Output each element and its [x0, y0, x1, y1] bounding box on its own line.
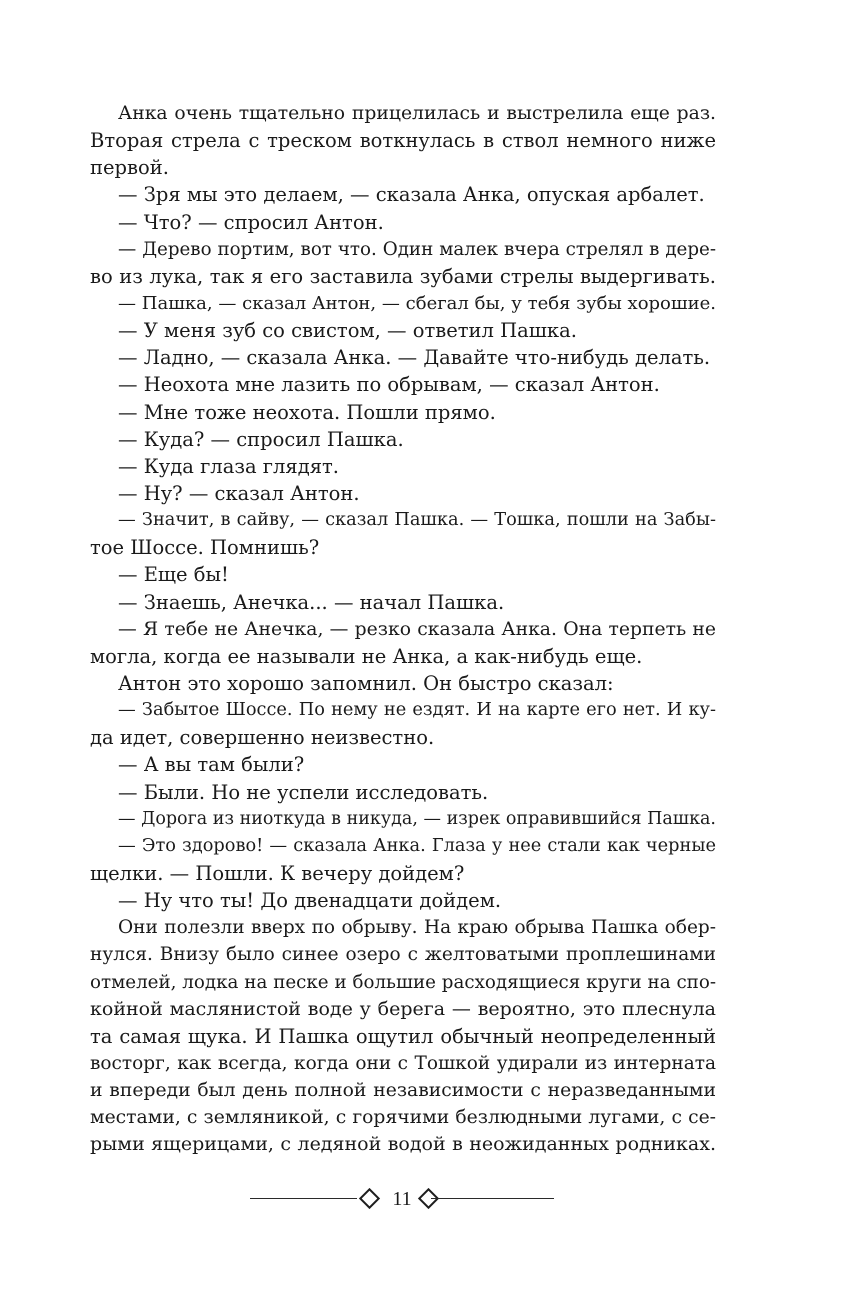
- text-line: Вторая стрела с треском воткнулась в ствол немного ниже: [90, 129, 716, 153]
- text-line: — Что? — спросил Антон.: [118, 210, 384, 234]
- text-line: нулся. Внизу было синее озеро с желтоватыми проплешинами: [90, 944, 716, 966]
- text-line: — У меня зуб со свистом, — ответил Пашка.: [118, 319, 577, 343]
- text-line: — Пашка, — сказал Антон, — сбегал бы, у тебя зубы хорошие.: [118, 292, 716, 314]
- text-line: Они полезли вверх по обрыву. На краю обрыва Пашка обер-: [118, 917, 716, 939]
- text-line: первой.: [90, 156, 169, 180]
- text-line: — Куда глаза глядят.: [118, 454, 339, 478]
- text-line: восторг, как всегда, когда они с Тошкой удирали из интерната: [90, 1052, 716, 1074]
- text-line: щелки. — Пошли. К вечеру дойдем?: [90, 861, 465, 885]
- text-line: могла, когда ее называли не Анка, а как-нибудь еще.: [90, 644, 643, 668]
- text-line: — Были. Но не успели исследовать.: [118, 780, 489, 804]
- text-line: отмелей, лодка на песке и большие расходящиеся круги на спо-: [90, 971, 716, 993]
- text-line: местами, с земляникой, с горячими безлюдными лугами, с се-: [90, 1107, 716, 1129]
- text-line: — Это здорово! — сказала Анка. Глаза у нее стали как черные: [118, 835, 716, 856]
- text-line: — Знаешь, Анечка... — начал Пашка.: [118, 590, 505, 614]
- text-line: — Еще бы!: [118, 563, 229, 587]
- text-line: — Забытое Шоссе. По нему не ездят. И на карте его нет. И ку-: [118, 700, 716, 721]
- text-line: койной маслянистой воде у берега — вероятно, это плеснула: [90, 997, 716, 1020]
- text-line: рыми ящерицами, с ледяной водой в неожиданных родниках.: [90, 1133, 716, 1156]
- footer-rule-right: [431, 1198, 554, 1199]
- text-line: — Куда? — спросил Пашка.: [118, 427, 404, 451]
- body-text: [90, 100, 716, 1158]
- text-line: — Неохота мне лазить по обрывам, — сказал Антон.: [118, 373, 660, 397]
- page-number: 11: [392, 1188, 412, 1210]
- page-footer: [250, 1185, 554, 1215]
- text-line: — Ну что ты! До двенадцати дойдем.: [118, 889, 502, 913]
- text-line: Антон это хорошо запомнил. Он быстро сказал:: [118, 671, 614, 695]
- diamond-ornament-icon: [359, 1188, 380, 1209]
- text-line: — Ну? — сказал Антон.: [118, 481, 360, 505]
- text-line: — Я тебе не Анечка, — резко сказала Анка. Она терпеть не: [118, 618, 716, 640]
- text-line: да идет, совершенно неизвестно.: [90, 726, 435, 750]
- text-line: — Ладно, — сказала Анка. — Давайте что-нибудь делать.: [118, 346, 711, 370]
- footer-rule-left: [250, 1198, 357, 1199]
- text-line: Анка очень тщательно прицелилась и выстрелила еще раз.: [118, 103, 716, 124]
- text-line: во из лука, так я его заставила зубами стрелы выдергивать.: [90, 264, 716, 288]
- text-line: — Значит, в сайву, — сказал Пашка. — Тошка, пошли на Забы-: [118, 510, 716, 531]
- text-line: — Мне тоже неохота. Пошли прямо.: [118, 400, 496, 424]
- text-line: — Зря мы это делаем, — сказала Анка, опуская арбалет.: [118, 183, 705, 207]
- text-line: та самая щука. И Пашка ощутил обычный неопределенный: [90, 1024, 716, 1048]
- text-line: — Дорога из ниоткуда в никуда, — изрек оправившийся Пашка.: [118, 808, 716, 829]
- text-line: тое Шоссе. Помнишь?: [90, 536, 320, 560]
- text-line: — Дерево портим, вот что. Один малек вчера стрелял в дере-: [118, 238, 716, 260]
- text-line: — А вы там были?: [118, 753, 305, 777]
- text-line: и впереди был день полной независимости с неразведанными: [90, 1080, 716, 1102]
